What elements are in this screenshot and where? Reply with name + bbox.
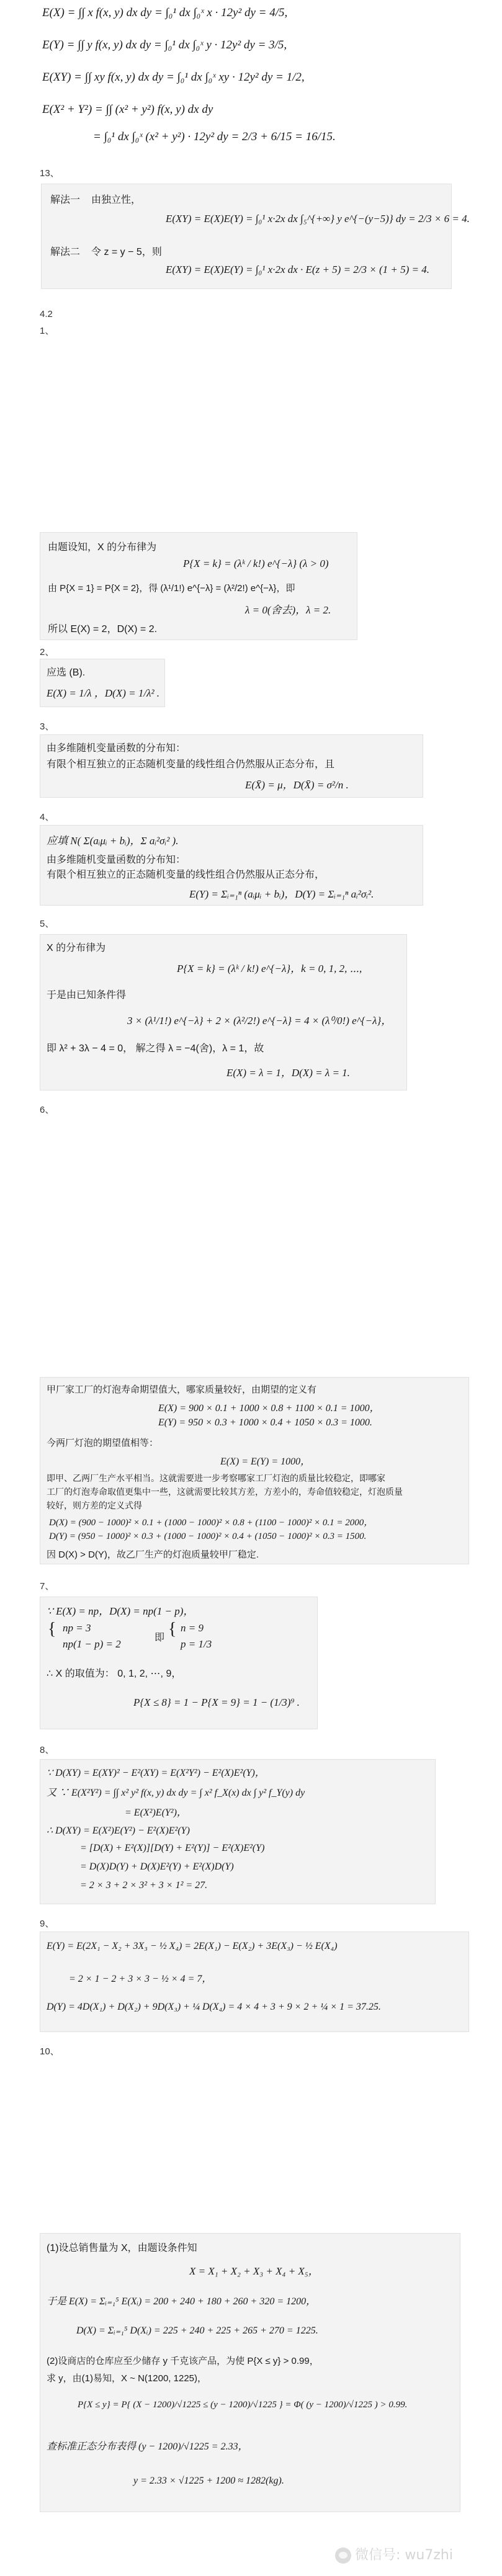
item-6-e3: E(X) = E(Y) = 1000， xyxy=(220,1456,311,1467)
method1-text: 由独立性， xyxy=(91,195,141,205)
item-10-box xyxy=(40,2233,460,2512)
item-3-label: 3、 xyxy=(40,721,55,732)
method1-eq: E(XY) = E(X)E(Y) = ∫₀¹ x·2x dx ∫₅^{+∞} y e^{−(y−5)} dy = 2/3 × 6 = 4. xyxy=(166,213,470,225)
item-7-ji: 即 xyxy=(155,1633,165,1643)
item-1-pmf: P{X = k} = (λᵏ / k!) e^{−λ} (λ > 0) xyxy=(183,558,329,569)
method2-label: 解法二 xyxy=(50,247,81,257)
item-6-l5: 较好，则方差的定义式得 xyxy=(47,1500,142,1510)
item-1-label: 1、 xyxy=(40,326,55,336)
wechat-icon xyxy=(335,2547,351,2564)
eq-ex2y2-a: E(X² + Y²) = ∫∫ (x² + y²) f(x, y) dx dy xyxy=(42,103,213,116)
section-4-2: 4.2 xyxy=(40,309,53,319)
item-2-label: 2、 xyxy=(40,647,55,657)
method2-eq: E(XY) = E(X)E(Y) = ∫₀¹ x·2x dx · E(z + 5) = 2/3 × (1 + 5) = 4. xyxy=(166,264,430,275)
item-1-intro: 由题设知，X 的分布律为 xyxy=(48,542,157,553)
item-10-l3: D(X) = Σᵢ₌₁⁵ D(Xᵢ) = 225 + 240 + 225 + 265 + 270 = 1225. xyxy=(76,2325,318,2336)
item-2-answer: 应选 (B). xyxy=(47,667,86,678)
item-10-l8: y = 2.33 × √1225 + 1200 ≈ 1282(kg). xyxy=(133,2476,284,2486)
item-10-label: 10、 xyxy=(40,2046,60,2057)
item-6-l4: 工厂的灯泡寿命取值更集中一些，这就需要比较其方差，方差小的，寿命值较稳定，灯泡质量 xyxy=(47,1487,403,1497)
item-10-l6: P{X ≤ y} = P{ (X − 1200)/√1225 ≤ (y − 1200)/√1225 } = Φ( (y − 1200)/√1225 ) > 0.99. xyxy=(78,2400,408,2410)
item-8-l2: 又 ∵ E(X²Y²) = ∫∫ x² y² f(x, y) dx dy = ∫ x² f_X(x) dx ∫ y² f_Y(y) dy xyxy=(47,1788,305,1798)
item-7-l3: ∴ X 的取值为： 0, 1, 2, ⋯, 9， xyxy=(47,1669,182,1679)
eq-ey: E(Y) = ∫∫ y f(x, y) dx dy = ∫₀¹ dx ∫₀ˣ y · 12y² dy = 3/5, xyxy=(42,38,287,51)
item-8-l5: = [D(X) + E²(X)][D(Y) + E²(Y)] − E²(X)E²(Y) xyxy=(80,1843,265,1853)
item-7-label: 7、 xyxy=(40,1581,55,1592)
item-7-l1: ∵ E(X) = np，D(X) = np(1 − p)， xyxy=(47,1605,194,1617)
item-7-sys-a: np = 3 xyxy=(63,1622,91,1634)
item-5-box xyxy=(40,934,407,1090)
item-8-l7: = 2 × 3 + 2 × 3² + 3 × 1² = 27. xyxy=(80,1880,208,1891)
item-1-cond: 由 P{X = 1} = P{X = 2}，得 (λ¹/1!) e^{−λ} = (λ²/2!) e^{−λ}，即 xyxy=(48,583,295,594)
item-8-box xyxy=(40,1759,436,1904)
item-10-l5: 求 y，由(1)易知，X ~ N(1200, 1225)， xyxy=(47,2373,207,2384)
item-9-box xyxy=(40,1932,469,2032)
eq-ex: E(X) = ∫∫ x f(x, y) dx dy = ∫₀¹ dx ∫₀ˣ x · 12y² dy = 4/5, xyxy=(42,6,288,19)
item-10-l4: (2)设商店的仓库应至少储存 y 千克该产品，为使 P{X ≤ y} > 0.99， xyxy=(47,2356,319,2366)
item-2-box xyxy=(40,659,165,707)
item-5-eq: 3 × (λ¹/1!) e^{−λ} + 2 × (λ²/2!) e^{−λ} = 4 × (λ⁰/0!) e^{−λ}， xyxy=(127,1015,392,1027)
item-1-box xyxy=(40,532,357,640)
item-2-eq: E(X) = 1/λ ，D(X) = 1/λ² . xyxy=(47,687,160,699)
item-9-l1: E(Y) = E(2X₁ − X₂ + 3X₃ − ½ X₄) = 2E(X₁) − E(X₂) + 3E(X₃) − ½ E(X₄) xyxy=(47,1941,338,1951)
item-7-sys-b: np(1 − p) = 2 xyxy=(63,1638,121,1650)
item-9-label: 9、 xyxy=(40,1919,55,1929)
item-8-label: 8、 xyxy=(40,1745,55,1755)
item-9-l3: D(Y) = 4D(X₁) + D(X₂) + 9D(X₃) + ¼ D(X₄) = 4 × 4 + 3 + 9 × 2 + ¼ × 1 = 37.25. xyxy=(47,2002,381,2012)
item-6-l6: 因 D(X) > D(Y)，故乙厂生产的灯泡质量较甲厂稳定. xyxy=(47,1549,259,1560)
item-5-l3: 即 λ² + 3λ − 4 = 0， 解之得 λ = −4(舍)，λ = 1，故 xyxy=(47,1043,264,1054)
item-13-label: 13、 xyxy=(40,168,60,179)
item-8-l3: = E(X²)E(Y²)， xyxy=(125,1807,187,1818)
item-6-d2: D(Y) = (950 − 1000)² × 0.3 + (1000 − 1000)² × 0.4 + (1050 − 1000)² × 0.3 = 1500. xyxy=(49,1531,367,1541)
item-6-l2: 今两厂灯泡的期望值相等： xyxy=(47,1438,159,1448)
item-4-eq: E(Y) = Σᵢ₌₁ⁿ (aᵢμᵢ + bᵢ)，D(Y) = Σᵢ₌₁ⁿ aᵢ²σᵢ². xyxy=(189,888,374,900)
item-7-left-brace: { xyxy=(48,1620,56,1639)
eq-exy: E(XY) = ∫∫ xy f(x, y) dx dy = ∫₀¹ dx ∫₀ˣ xy · 12y² dy = 1/2, xyxy=(42,71,305,84)
item-9-l2: = 2 × 1 − 2 + 3 × 3 − ½ × 4 = 7， xyxy=(69,1974,212,1984)
item-8-l1: ∵ D(XY) = E(XY)² − E²(XY) = E(X²Y²) − E²(X)E²(Y)， xyxy=(47,1768,265,1778)
item-7-box xyxy=(40,1597,318,1729)
item-7-eq: P{X ≤ 8} = 1 − P{X = 9} = 1 − (1/3)⁹ . xyxy=(133,1696,300,1708)
item-4-l3: 有限个相互独立的正态随机变量的线性组合仍然服从正态分布， xyxy=(47,870,325,880)
item-4-box xyxy=(40,825,423,906)
method1-label: 解法一 xyxy=(50,195,81,205)
item-6-e2: E(Y) = 950 × 0.3 + 1000 × 0.4 + 1050 × 0.3 = 1000. xyxy=(158,1417,372,1428)
item-3-l2: 有限个相互独立的正态随机变量的线性组合仍然服从正态分布，且 xyxy=(47,759,335,770)
item-3-l1: 由多维随机变量函数的分布知： xyxy=(47,743,186,754)
item-4-l1: 应填 N( Σ(aᵢμᵢ + bᵢ)，Σ aᵢ²σᵢ² ). xyxy=(47,835,179,847)
item-10-l2: 于是 E(X) = Σᵢ₌₁⁵ E(Xᵢ) = 200 + 240 + 180 + 260 + 320 = 1200， xyxy=(47,2296,316,2307)
item-5-result: E(X) = λ = 1，D(X) = λ = 1. xyxy=(226,1067,350,1079)
item-13-box xyxy=(41,184,470,289)
item-1-result: 所以 E(X) = 2，D(X) = 2. xyxy=(48,624,158,635)
item-6-l3: 即甲、乙两厂生产水平相当。这就需要进一步考察哪家工厂灯泡的质量比较稳定，即哪家 xyxy=(47,1473,385,1483)
item-8-l6: = D(X)D(Y) + D(X)E²(Y) + E²(X)D(Y) xyxy=(80,1861,234,1872)
item-5-pmf: P{X = k} = (λᵏ / k!) e^{−λ}，k = 0, 1, 2, ⋯, xyxy=(177,963,362,974)
item-3-eq: E(X̄) = μ，D(X̄) = σ²/n . xyxy=(245,779,349,791)
item-10-l1: (1)设总销售量为 X，由题设条件知 xyxy=(47,2243,197,2253)
eq-ex2y2-b: = ∫₀¹ dx ∫₀ˣ (x² + y²) · 12y² dy = 2/3 + 6/15 = 16/15. xyxy=(93,130,336,143)
item-6-l1: 甲厂家工厂的灯泡寿命期望值大，哪家质量较好，由期望的定义有 xyxy=(47,1384,317,1395)
watermark-text: 微信号: wu7zhi xyxy=(355,2547,453,2563)
item-7-sys-c: n = 9 xyxy=(181,1622,204,1634)
item-4-l2: 由多维随机变量函数的分布知： xyxy=(47,855,186,865)
item-6-label: 6、 xyxy=(40,1105,55,1115)
item-6-d1: D(X) = (900 − 1000)² × 0.1 + (1000 − 1000)² × 0.8 + (1100 − 1000)² × 0.1 = 2000， xyxy=(49,1518,374,1528)
item-1-root: λ = 0(舍去)，λ = 2. xyxy=(245,604,331,616)
wechat-watermark xyxy=(335,2544,453,2564)
item-4-label: 4、 xyxy=(40,812,55,822)
item-7-sys-d: p = 1/3 xyxy=(181,1638,212,1650)
item-10-eq1: X = X₁ + X₂ + X₃ + X₄ + X₅， xyxy=(189,2265,319,2277)
method2-text: 令 z = y − 5，则 xyxy=(91,247,162,257)
item-10-l7: 查标准正态分布表得 (y − 1200)/√1225 = 2.33， xyxy=(47,2441,248,2452)
item-5-l2: 于是由已知条件得 xyxy=(47,990,127,1001)
item-6-box xyxy=(40,1377,469,1564)
item-8-l4: ∴ D(XY) = E(X²)E(Y²) − E²(X)E²(Y) xyxy=(47,1825,190,1836)
item-6-e1: E(X) = 900 × 0.1 + 1000 × 0.8 + 1100 × 0.1 = 1000， xyxy=(158,1403,380,1414)
item-3-box xyxy=(40,734,423,798)
item-5-label: 5、 xyxy=(40,919,55,929)
item-7-right-brace: { xyxy=(168,1620,177,1639)
item-5-l1: X 的分布律为 xyxy=(47,943,106,953)
